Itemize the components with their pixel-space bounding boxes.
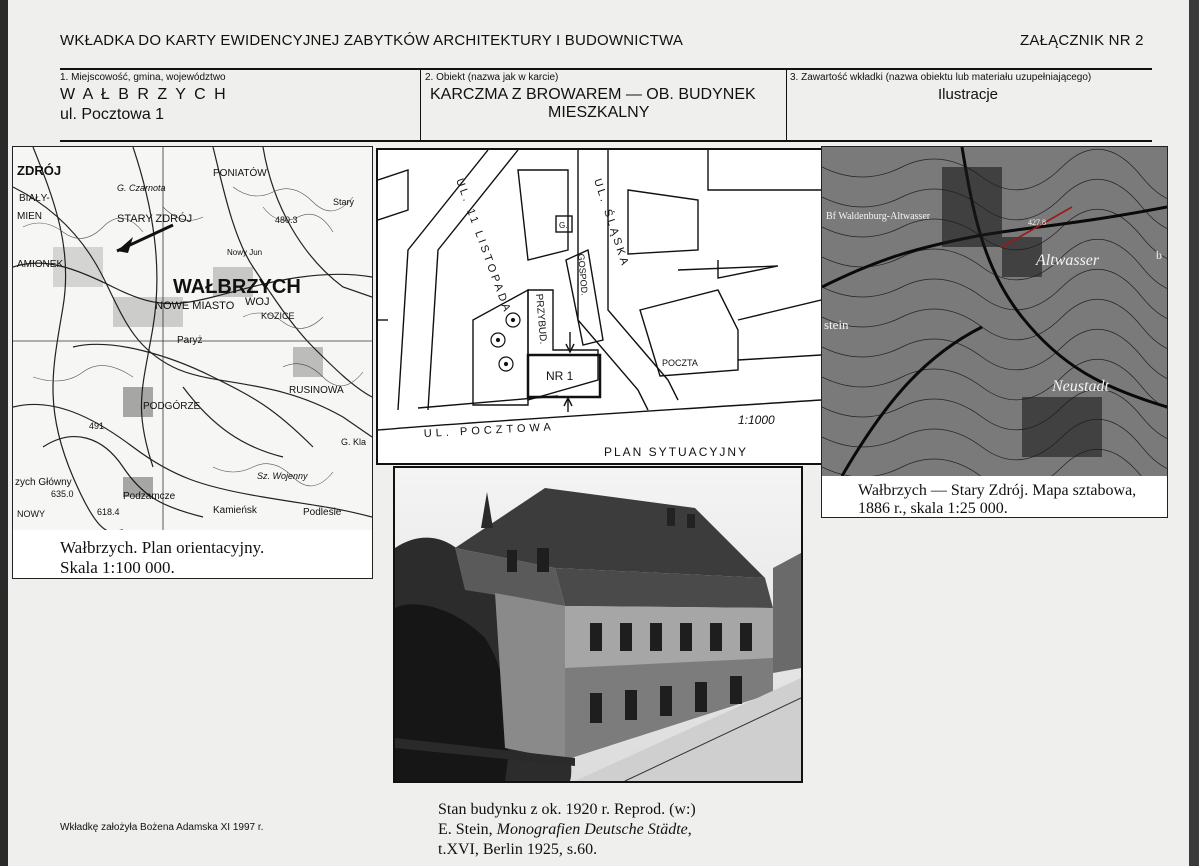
staff-map-caption-2: 1886 r., skala 1:25 000. (858, 500, 1008, 517)
plan-street-listopada: UL. 11 LISTOPADA (453, 176, 514, 316)
map1-label-zdroj: ZDRÓJ (17, 163, 62, 178)
map1-label-mien: MIEN (17, 211, 42, 222)
plan-title: PLAN SYTUACYJNY (604, 445, 749, 459)
photo-caption-2a: E. Stein, (438, 821, 497, 838)
map2-label-stein: stein (824, 317, 849, 332)
map1-label-stary: Stary (333, 197, 355, 207)
field-2-label: 2. Obiekt (nazwa jak w karcie) (425, 72, 559, 83)
map2-label-neustadt: Neustadt (1052, 378, 1109, 395)
historic-photo (395, 468, 801, 781)
staff-map (822, 147, 1167, 476)
field-divider-1 (420, 68, 421, 141)
field-1-city: W A Ł B R Z Y C H (60, 86, 228, 103)
map1-label-poniatow: PONIATÓW (213, 168, 267, 179)
orientation-map-caption-1: Wałbrzych. Plan orientacyjny. (60, 538, 265, 557)
map1-label-kozice: KOZICE (261, 311, 295, 321)
document-title: WKŁADKA DO KARTY EWIDENCYJNEJ ZABYTKÓW ARCHITEKTURY I BUDOWNICTWA (60, 32, 684, 49)
map1-label-kamionek: AMIONEK (17, 259, 64, 270)
header-rule-top (60, 68, 1152, 70)
map1-label-woj: WOJ (245, 296, 270, 308)
field-2-line1: KARCZMA Z BROWAREM — OB. BUDYNEK (430, 86, 756, 103)
map1-label-podgorze: PODGÓRZE (143, 401, 201, 412)
map1-label-491: 491 (89, 421, 105, 431)
map2-label-b: b (1156, 248, 1162, 262)
photo-caption-2 (438, 820, 692, 840)
map1-label-4803: 480.3 (275, 215, 298, 225)
map1-label-nowe-miasto: NOWE MIASTO (155, 300, 235, 312)
historic-photo-panel (393, 466, 803, 783)
scan-edge (1189, 0, 1199, 866)
map1-label-czarnota: G. Czarnota (117, 183, 166, 193)
map1-label-podlesie: Podlesie (303, 507, 342, 518)
map1-label-nowy: NOWY (17, 509, 45, 519)
map2-label-bf: Bf Waldenburg-Altwasser (826, 211, 931, 222)
map1-label-rusinowa: RUSINOWA (289, 385, 344, 396)
plan-label-g: G. (559, 221, 568, 230)
staff-map-caption-1: Wałbrzych — Stary Zdrój. Mapa sztabowa, (858, 482, 1137, 499)
field-divider-2 (786, 68, 787, 141)
photo-caption-3: t.XVI, Berlin 1925, s.60. (438, 841, 598, 858)
site-plan-panel (376, 148, 823, 465)
map1-label-glowny: zych Główny (15, 477, 72, 488)
photo-caption-source-title: Monografien Deutsche Städte (496, 821, 688, 838)
header-rule-bottom (60, 140, 1152, 142)
plan-label-gospod: GOSPOD. (576, 253, 590, 297)
plan-street-slaska: UL. ŚLĄSKA (591, 177, 632, 270)
photo-caption-1: Stan budynku z ok. 1920 r. Reprod. (w:) (438, 801, 696, 818)
plan-label-nr1: NR 1 (546, 369, 574, 383)
orientation-map-caption-2: Skala 1:100 000. (60, 558, 175, 577)
map1-label-stary-zdroj: STARY ZDRÓJ (117, 213, 193, 225)
plan-street-pocztowa: UL. POCZTOWA (423, 421, 556, 440)
document-sheet (8, 0, 1198, 866)
plan-label-przybud: PRZYBUD. (533, 293, 549, 345)
field-1-label: 1. Miejscowość, gmina, województwo (60, 72, 226, 83)
map1-label-635: 635.0 (51, 489, 74, 499)
field-2-line2: MIESZKALNY (548, 104, 650, 121)
site-plan (378, 150, 821, 463)
map1-label-kamiensk: Kamieńsk (213, 505, 257, 516)
orientation-map-panel (12, 146, 373, 579)
map2-label-4278: 427.8 (1028, 218, 1046, 227)
map1-label-nowy-jun: Nowy Jun (227, 248, 263, 257)
map1-label-walbrzych: WAŁBRZYCH (173, 276, 301, 298)
photo-caption-2c: , (687, 821, 692, 838)
field-3-label: 3. Zawartość wkładki (nazwa obiektu lub materiału uzupełniającego) (790, 72, 1092, 83)
map1-label-wojenny: Sz. Wojenny (257, 471, 308, 481)
plan-scale: 1:1000 (738, 413, 775, 427)
author-note: Wkładkę założyła Bożena Adamska XI 1997 r. (60, 822, 264, 833)
staff-map-panel (821, 146, 1168, 518)
field-3-value: Ilustracje (938, 86, 999, 103)
map1-label-g-kla: G. Kla (341, 437, 367, 447)
map1-label-618: 618.4 (97, 507, 120, 517)
orientation-map (13, 147, 372, 530)
map1-label-paryz: Paryż (177, 335, 203, 346)
map1-label-podzamcze: Podzamcze (123, 491, 176, 502)
field-1-street: ul. Pocztowa 1 (60, 106, 165, 123)
map1-label-bialy: BIAŁY- (19, 193, 50, 204)
map2-label-altwasser: Altwasser (1036, 252, 1100, 269)
plan-label-poczta: POCZTA (662, 358, 698, 368)
annex-number: ZAŁĄCZNIK NR 2 (1020, 32, 1144, 49)
